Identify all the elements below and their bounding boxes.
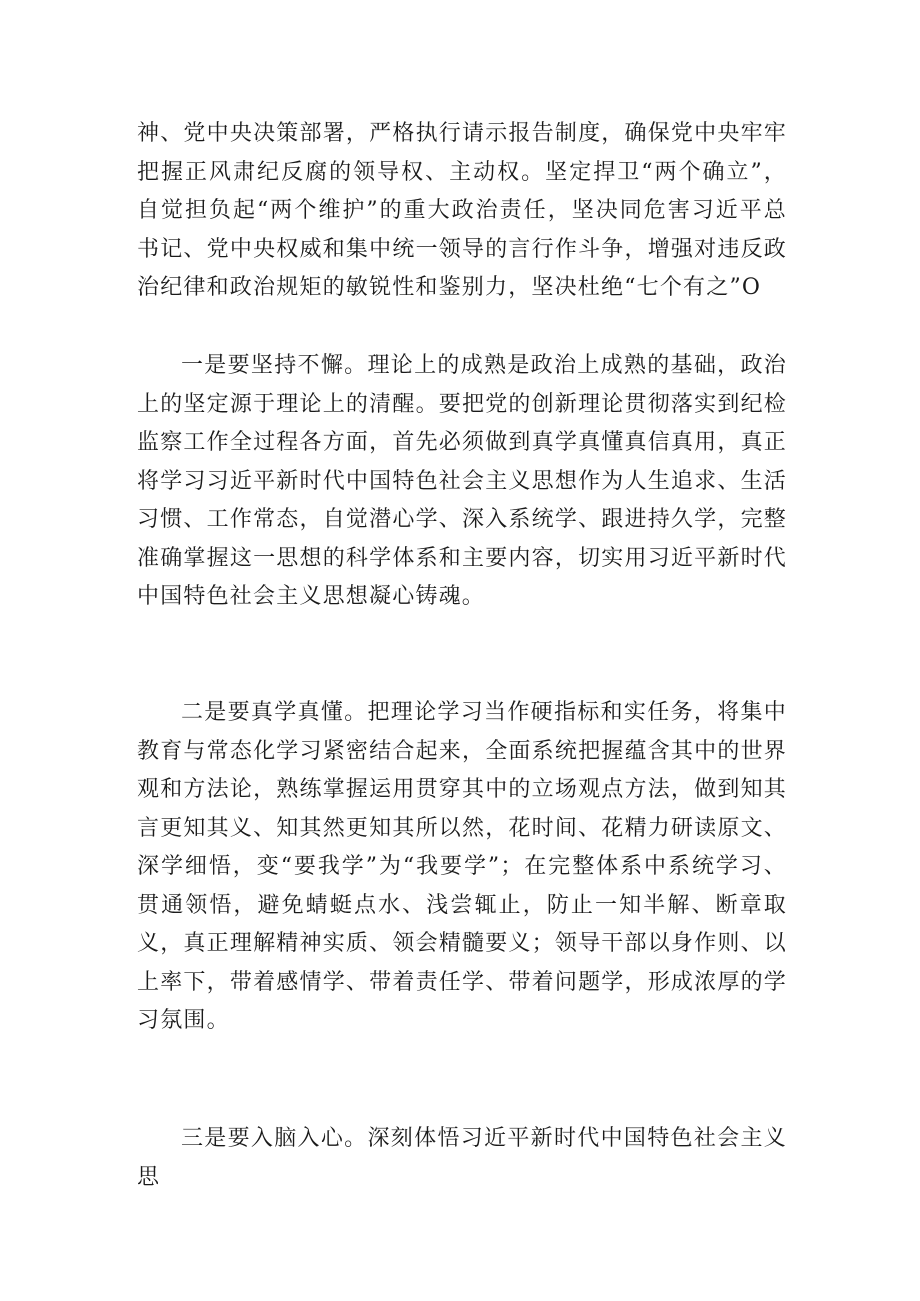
paragraph-true-learning [137, 694, 787, 1041]
paragraph-persistence [137, 347, 787, 617]
paragraph-internalize [137, 1120, 787, 1197]
paragraph-text: 神、党中央决策部署，严格执行请示报告制度，确保党中央牢牢把握正风肃纪反腐的领导权、主动权。坚定捍卫“两个确立”，自觉担负起“两个维护”的重大政治责任，坚决同危害习近平总书记、党中央权威和集中统一领导的言行作斗争，增强对违反政治纪律和政治规矩的敏锐性和鉴别力，坚决杜绝“七个有之”O [137, 121, 787, 300]
paragraph-text: 一是要坚持不懈。理论上的成熟是政治上成熟的基础，政治上的坚定源于理论上的清醒。要把党的创新理论贯彻落实到纪检监察工作全过程各方面，首先必须做到真学真懂真信真用，真正将学习习近平新时代中国特色社会主义思想作为人生追求、生活习惯、工作常态，自觉潜心学、深入系统学、跟进持久学，完整准确掌握这一思想的科学体系和主要内容，切实用习近平新时代中国特色社会主义思想凝心铸魂。 [137, 353, 787, 609]
paragraph-continuation [137, 115, 787, 308]
paragraph-text: 二是要真学真懂。把理论学习当作硬指标和实任务，将集中教育与常态化学习紧密结合起来，全面系统把握蕴含其中的世界观和方法论，熟练掌握运用贯穿其中的立场观点方法，做到知其言更知其义、知其然更知其所以然，花时间、花精力研读原文、深学细悟，变“要我学”为“我要学”；在完整体系中系统学习、贯通领悟，避免蜻蜓点水、浅尝辄止，防止一知半解、断章取义，真正理解精神实质、领会精髓要义；领导干部以身作则、以上率下，带着感情学、带着责任学、带着问题学，形成浓厚的学习氛围。 [137, 700, 787, 1033]
paragraph-text: 三是要入脑入心。深刻体悟习近平新时代中国特色社会主义思 [137, 1126, 787, 1190]
